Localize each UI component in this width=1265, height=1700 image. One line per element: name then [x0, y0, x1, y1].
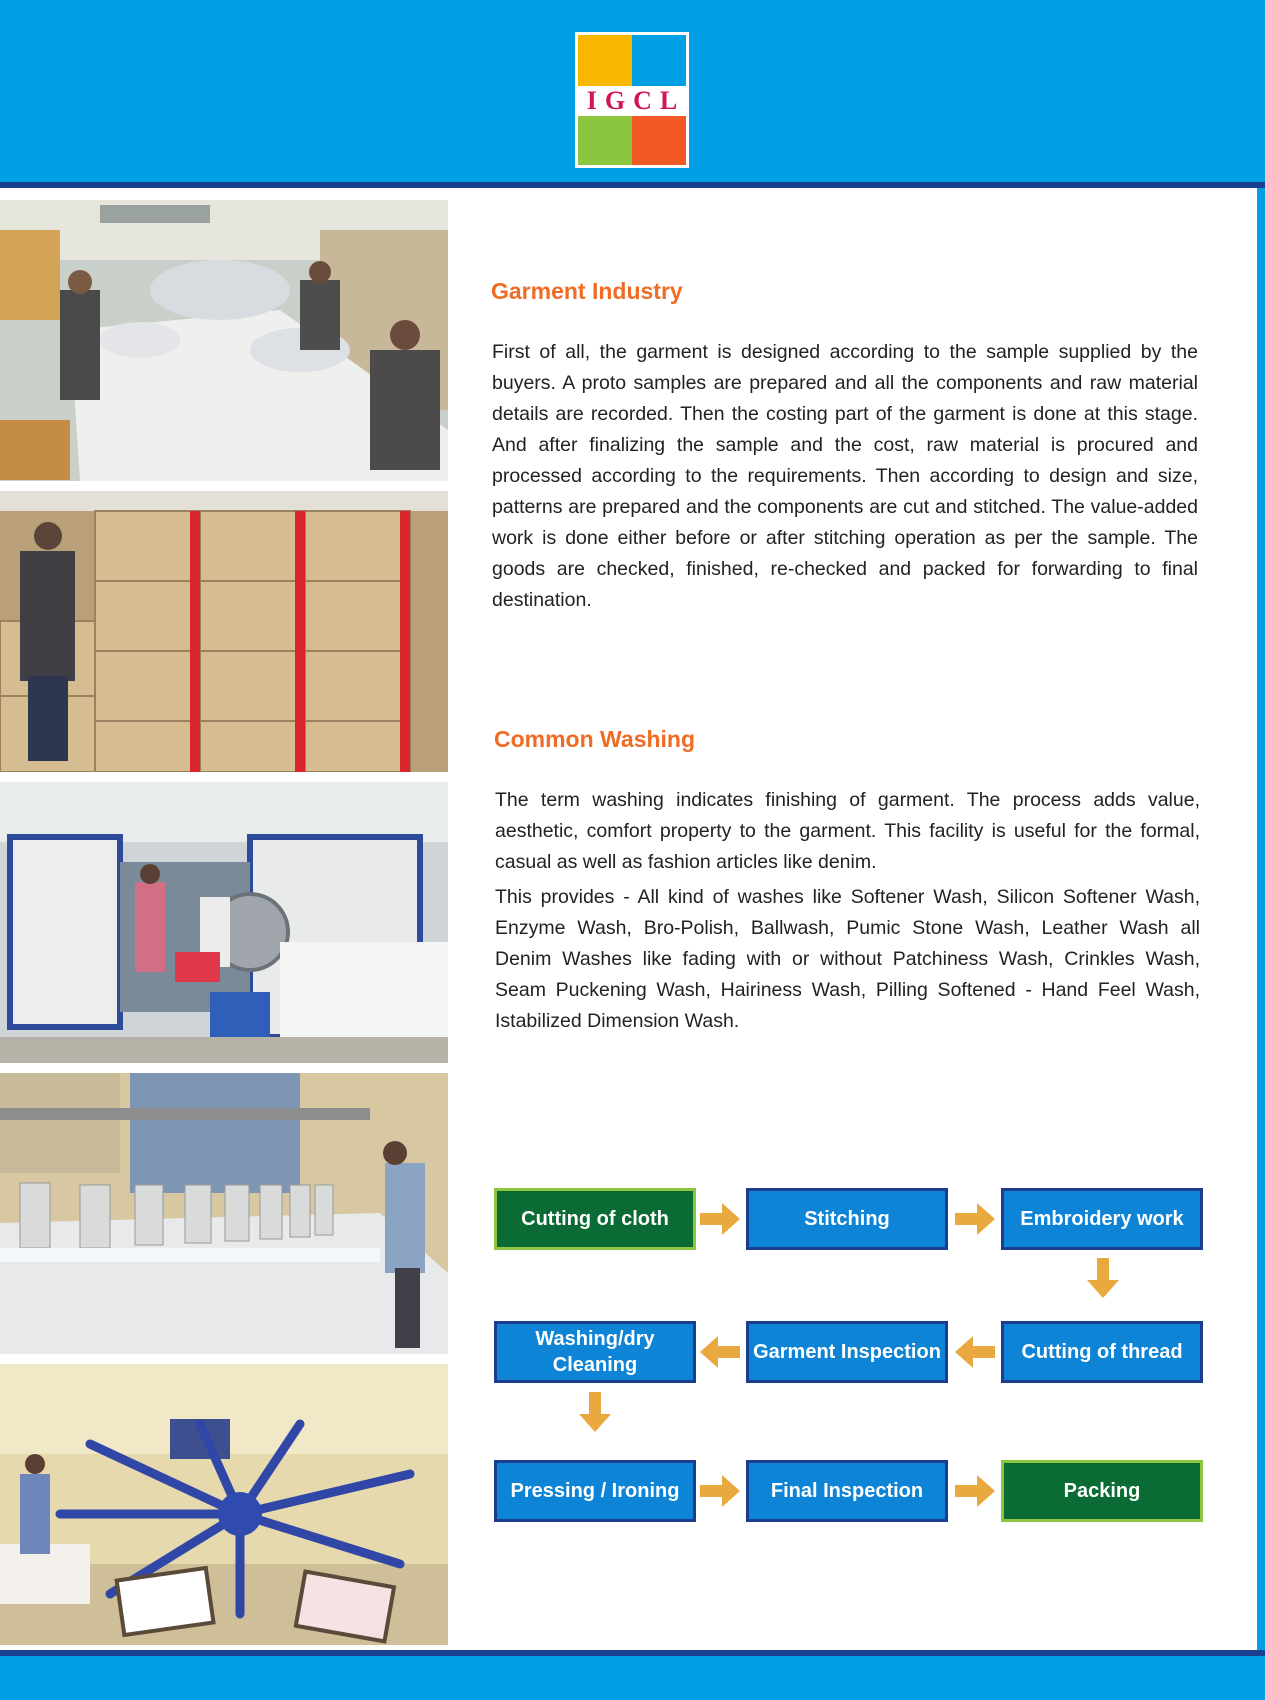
flow-step-packing: Packing: [1001, 1460, 1203, 1522]
flow-step-stitching: Stitching: [746, 1188, 948, 1250]
footer-band: [0, 1650, 1265, 1700]
flow-step-embroidery-work: Embroidery work: [1001, 1188, 1203, 1250]
common-washing-title: Common Washing: [494, 726, 696, 752]
carton-stack-photo: [0, 491, 448, 772]
arrow-right-icon: [700, 1475, 740, 1507]
flow-step-washing-dry-cleaning: Washing/dry Cleaning: [494, 1321, 696, 1383]
flow-step-cutting-of-cloth: Cutting of cloth: [494, 1188, 696, 1250]
logo-text: IGCL: [586, 86, 686, 115]
arrow-left-icon: [700, 1336, 740, 1368]
screen-printing-photo: [0, 1364, 448, 1645]
common-washing-text-1: The term washing indicates finishing of garment. The process adds value, aesthetic, comfort property to the garment. This facility is useful for the formal, casual as well as fashion articles like denim.: [495, 789, 1200, 873]
flow-step-cutting-of-thread: Cutting of thread: [1001, 1321, 1203, 1383]
flow-step-pressing-ironing: Pressing / Ironing: [494, 1460, 696, 1522]
arrow-right-icon: [955, 1203, 995, 1235]
right-border: [1257, 188, 1265, 1650]
arrow-left-icon: [955, 1336, 995, 1368]
arrow-right-icon: [955, 1475, 995, 1507]
garment-industry-title: Garment Industry: [491, 278, 683, 304]
washing-machines-photo: [0, 782, 448, 1063]
arrow-down-icon: [1087, 1258, 1119, 1298]
flow-step-garment-inspection: Garment Inspection: [746, 1321, 948, 1383]
igcl-logo: [575, 32, 689, 168]
common-washing-text-2: This provides - All kind of washes like Softener Wash, Silicon Softener Wash, Enzyme Wash, Bro-Polish, Ballwash, Pumic Stone Wash, Leather Wash all Denim Washes like fading with or without Patchiness Wash, Crinkles Wash, Seam Puckening Wash, Hairiness Wash, Pilling Softened - Hand Feel Wash, Istabilized Dimension Wash.: [495, 886, 1200, 1032]
arrow-down-icon: [579, 1392, 611, 1432]
flow-step-final-inspection: Final Inspection: [746, 1460, 948, 1522]
sorting-room-photo: [0, 200, 448, 481]
header-banner: [0, 0, 1265, 188]
arrow-right-icon: [700, 1203, 740, 1235]
garment-industry-text: First of all, the garment is designed according to the sample supplied by the buyers. A proto samples are prepared and all the components and raw material details are recorded. Then the costing part of the garment is done at this stage. And after finalizing the sample and the cost, raw material is procured and processed according to the requirements. Then according to design and size, patterns are prepared and the components are cut and stitched. The value-added work is done either before or after stitching operation as per the sample. The goods are checked, finished, re-checked and packed for forwarding to final destination.: [492, 341, 1198, 611]
embroidery-machine-photo: [0, 1073, 448, 1354]
